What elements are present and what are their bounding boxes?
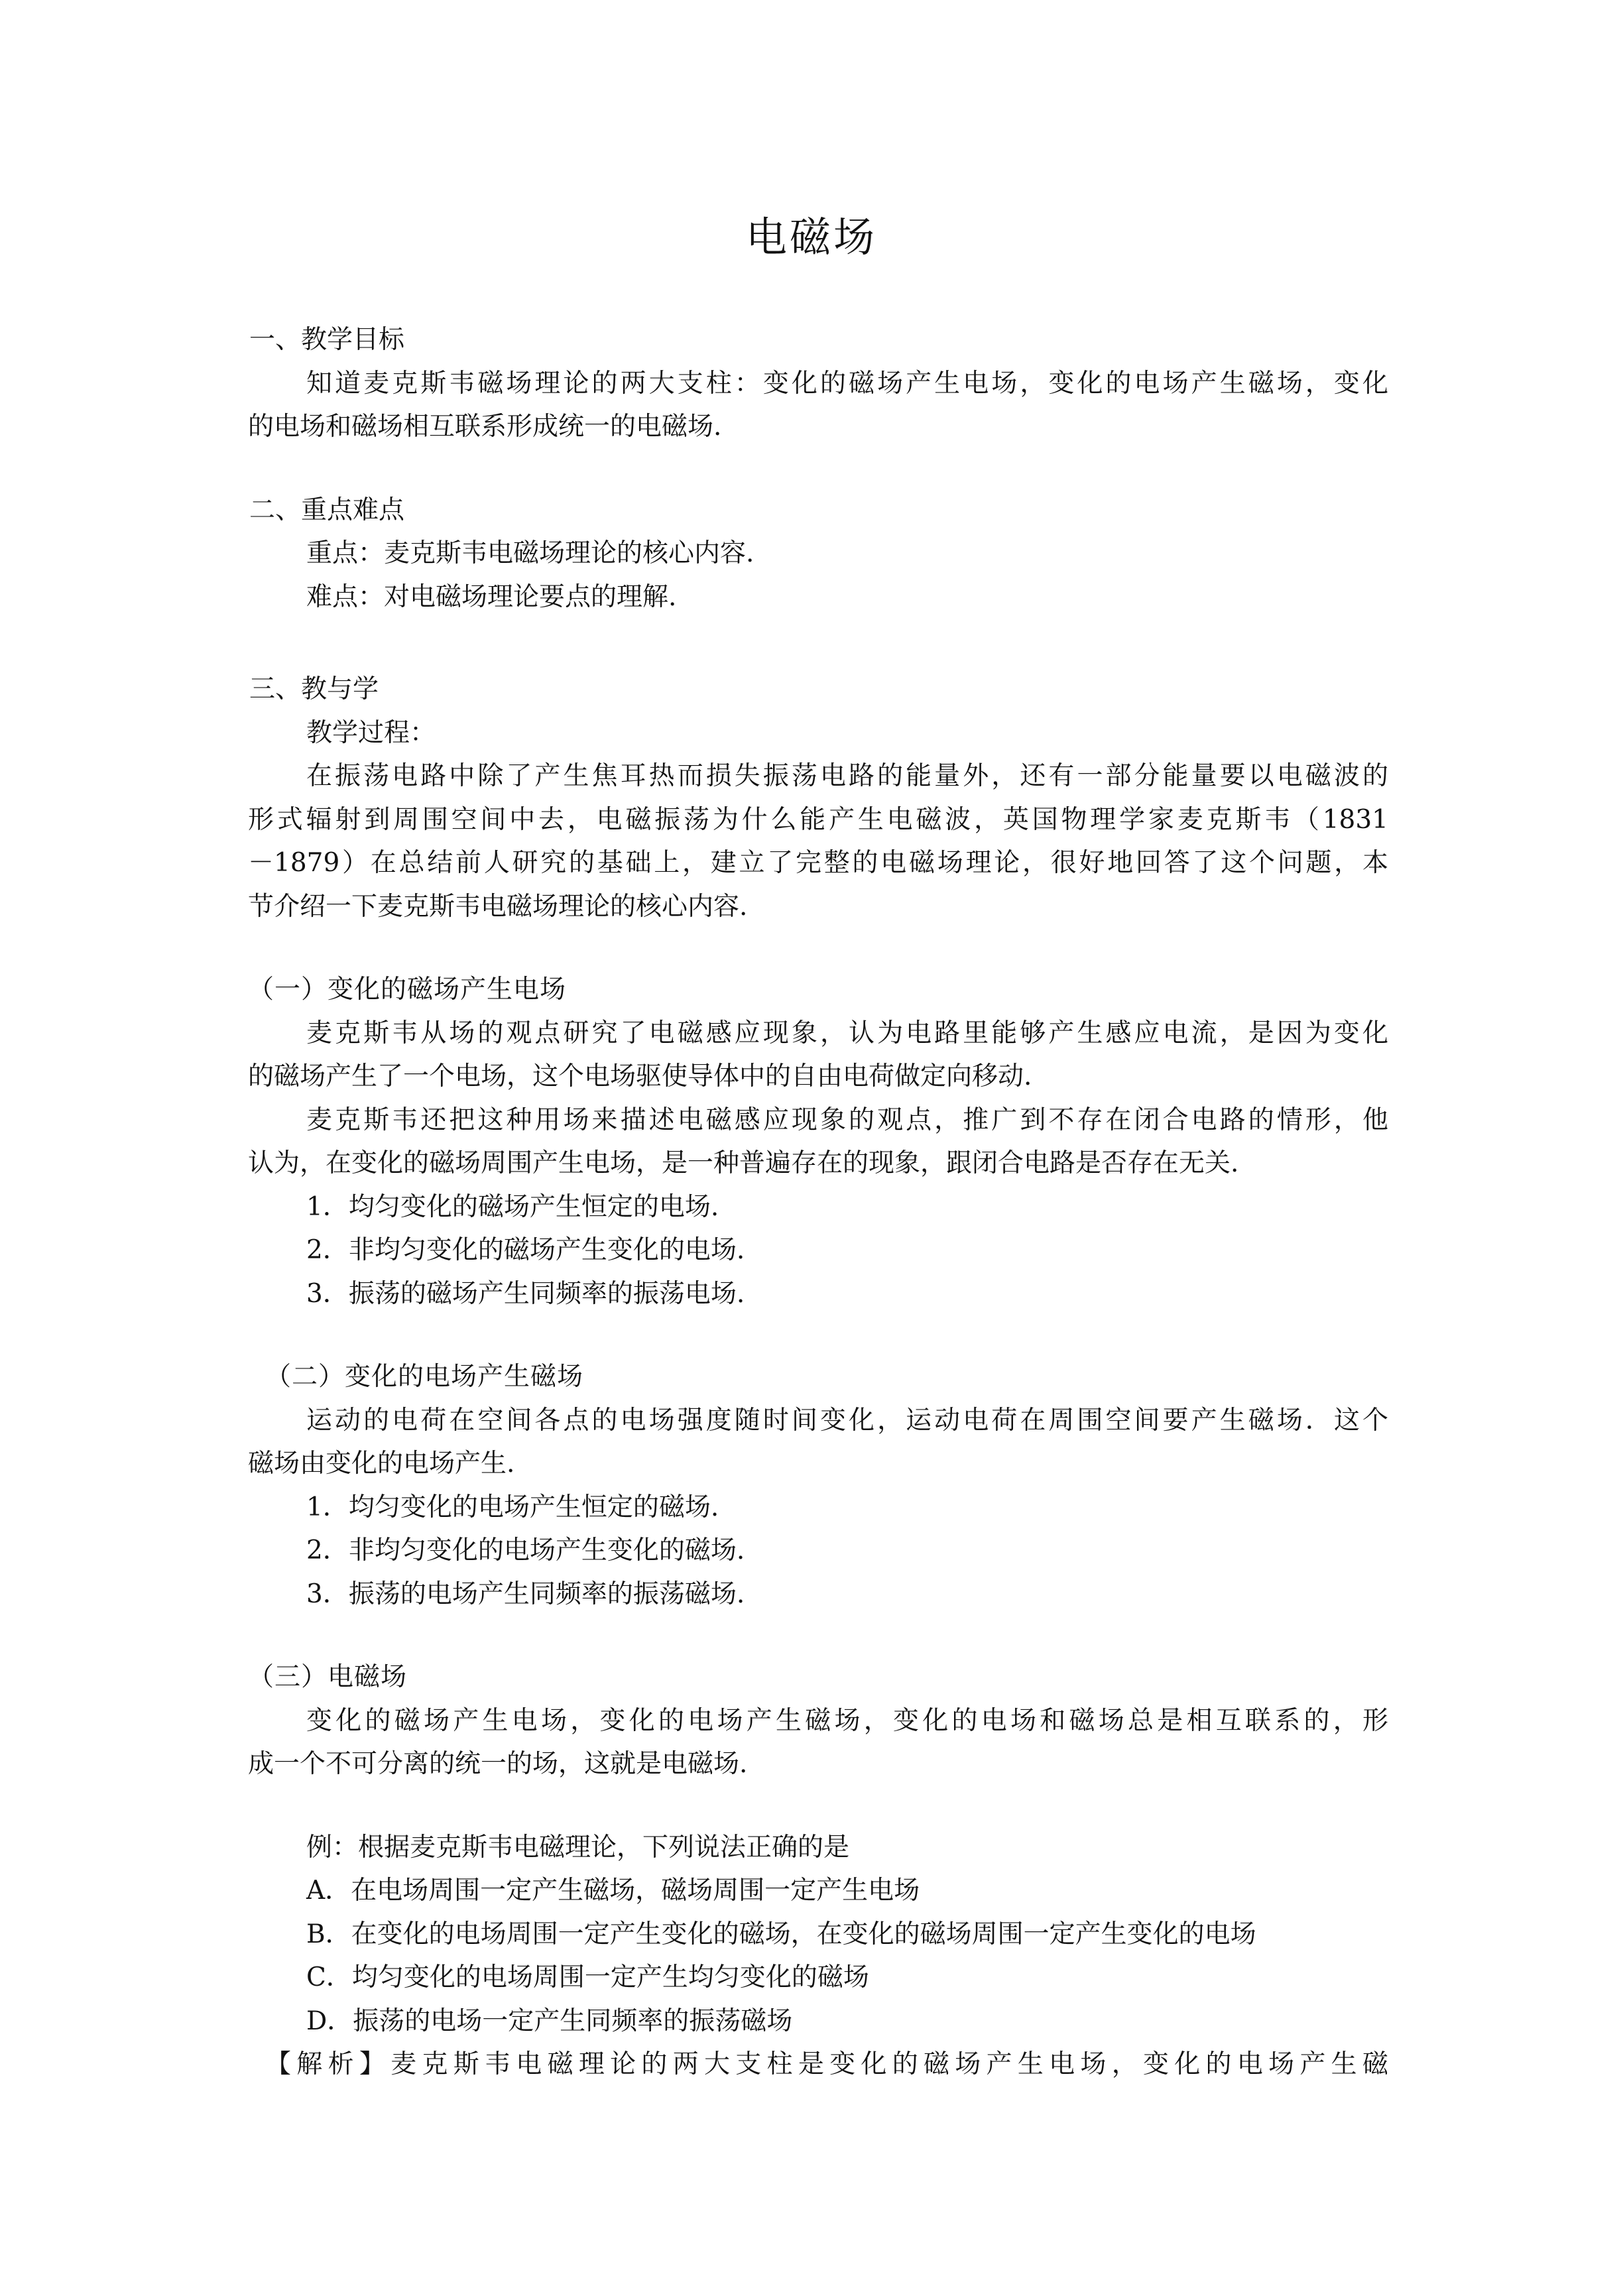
part2-list-item: 1．均匀变化的电场产生恒定的磁场. bbox=[306, 1492, 719, 1522]
part1-paragraph2-line-2: 认为，在变化的磁场周围产生电场，是一种普遍存在的现象，跟闭合电路是否存在无关. bbox=[248, 1148, 1239, 1178]
goals-paragraph-line-2: 的电场和磁场相互联系形成统一的电磁场. bbox=[248, 412, 722, 442]
section-heading-teaching: 三、教与学 bbox=[249, 674, 379, 704]
spacer bbox=[248, 1616, 1388, 1656]
spacer bbox=[248, 928, 1388, 968]
part1-list-item: 2．非均匀变化的磁场产生变化的电场. bbox=[306, 1235, 745, 1265]
document-body bbox=[248, 318, 1388, 2086]
keypoints-focus: 重点：麦克斯韦电磁场理论的核心内容. bbox=[306, 538, 754, 568]
spacer bbox=[248, 449, 1388, 489]
spacer bbox=[248, 1315, 1388, 1355]
example-option: C．均匀变化的电场周围一定产生均匀变化的磁场 bbox=[306, 1963, 869, 1992]
part1-paragraph1-line-1: 麦克斯韦从场的观点研究了电磁感应现象，认为电路里能够产生感应电流，是因为变化 bbox=[306, 1018, 1388, 1048]
part3-paragraph-line-1: 变化的磁场产生电场，变化的电场产生磁场，变化的电场和磁场总是相互联系的，形 bbox=[306, 1705, 1388, 1736]
section-heading-keypoints: 二、重点难点 bbox=[249, 495, 405, 525]
example-question: 例：根据麦克斯韦电磁理论，下列说法正确的是 bbox=[306, 1832, 850, 1862]
spacer bbox=[248, 1786, 1388, 1826]
analysis-label: 【解析】 bbox=[265, 2049, 391, 2079]
part2-list-item: 2．非均匀变化的电场产生变化的磁场. bbox=[306, 1536, 745, 1565]
teaching-intro-line-4: 节介绍一下麦克斯韦电磁场理论的核心内容. bbox=[248, 891, 748, 922]
example-option: B．在变化的电场周围一定产生变化的磁场，在变化的磁场周围一定产生变化的电场 bbox=[306, 1919, 1256, 1949]
goals-paragraph-line-1: 知道麦克斯韦磁场理论的两大支柱：变化的磁场产生电场，变化的电场产生磁场，变化 bbox=[306, 368, 1388, 398]
spacer bbox=[248, 619, 1388, 668]
keypoints-difficulty: 难点：对电磁场理论要点的理解. bbox=[306, 581, 677, 612]
analysis-text: 麦克斯韦电磁理论的两大支柱是变化的磁场产生电场，变化的电场产生磁 bbox=[391, 2049, 1388, 2079]
teaching-intro-line-1: 在振荡电路中除了产生焦耳热而损失振荡电路的能量外，还有一部分能量要以电磁波的 bbox=[306, 761, 1388, 791]
example-analysis bbox=[248, 2043, 1388, 2086]
example-option: A．在电场周围一定产生磁场，磁场周围一定产生电场 bbox=[306, 1876, 920, 1905]
teaching-intro-line-3: －1879）在总结前人研究的基础上，建立了完整的电磁场理论，很好地回答了这个问题，本 bbox=[248, 848, 1388, 878]
document-title: 电磁场 bbox=[745, 213, 877, 261]
part3-heading: （三）电磁场 bbox=[248, 1662, 408, 1692]
part1-list-item: 1．均匀变化的磁场产生恒定的电场. bbox=[306, 1191, 719, 1222]
part1-list-item: 3．振荡的磁场产生同频率的振荡电场. bbox=[306, 1278, 745, 1309]
teaching-process-label: 教学过程： bbox=[306, 717, 436, 748]
part1-heading: （一）变化的磁场产生电场 bbox=[248, 975, 567, 1004]
part2-heading: （二）变化的电场产生磁场 bbox=[265, 1362, 584, 1392]
teaching-intro-line-2: 形式辐射到周围空间中去，电磁振荡为什么能产生电磁波，英国物理学家麦克斯韦（1831 bbox=[248, 804, 1388, 835]
section-heading-goals: 一、教学目标 bbox=[249, 325, 405, 355]
part1-paragraph1-line-2: 的磁场产生了一个电场，这个电场驱使导体中的自由电荷做定向移动. bbox=[248, 1061, 1032, 1091]
example-option: D．振荡的电场一定产生同频率的振荡磁场 bbox=[306, 2006, 793, 2036]
part2-list-item: 3．振荡的电场产生同频率的振荡磁场. bbox=[306, 1579, 745, 1609]
part2-paragraph-line-1: 运动的电荷在空间各点的电场强度随时间变化，运动电荷在周围空间要产生磁场．这个 bbox=[306, 1405, 1388, 1435]
part1-paragraph2-line-1: 麦克斯韦还把这种用场来描述电磁感应现象的观点，推广到不存在闭合电路的情形，他 bbox=[306, 1105, 1388, 1135]
part3-paragraph-line-2: 成一个不可分离的统一的场，这就是电磁场. bbox=[248, 1749, 748, 1779]
part2-paragraph-line-2: 磁场由变化的电场产生. bbox=[248, 1449, 515, 1479]
